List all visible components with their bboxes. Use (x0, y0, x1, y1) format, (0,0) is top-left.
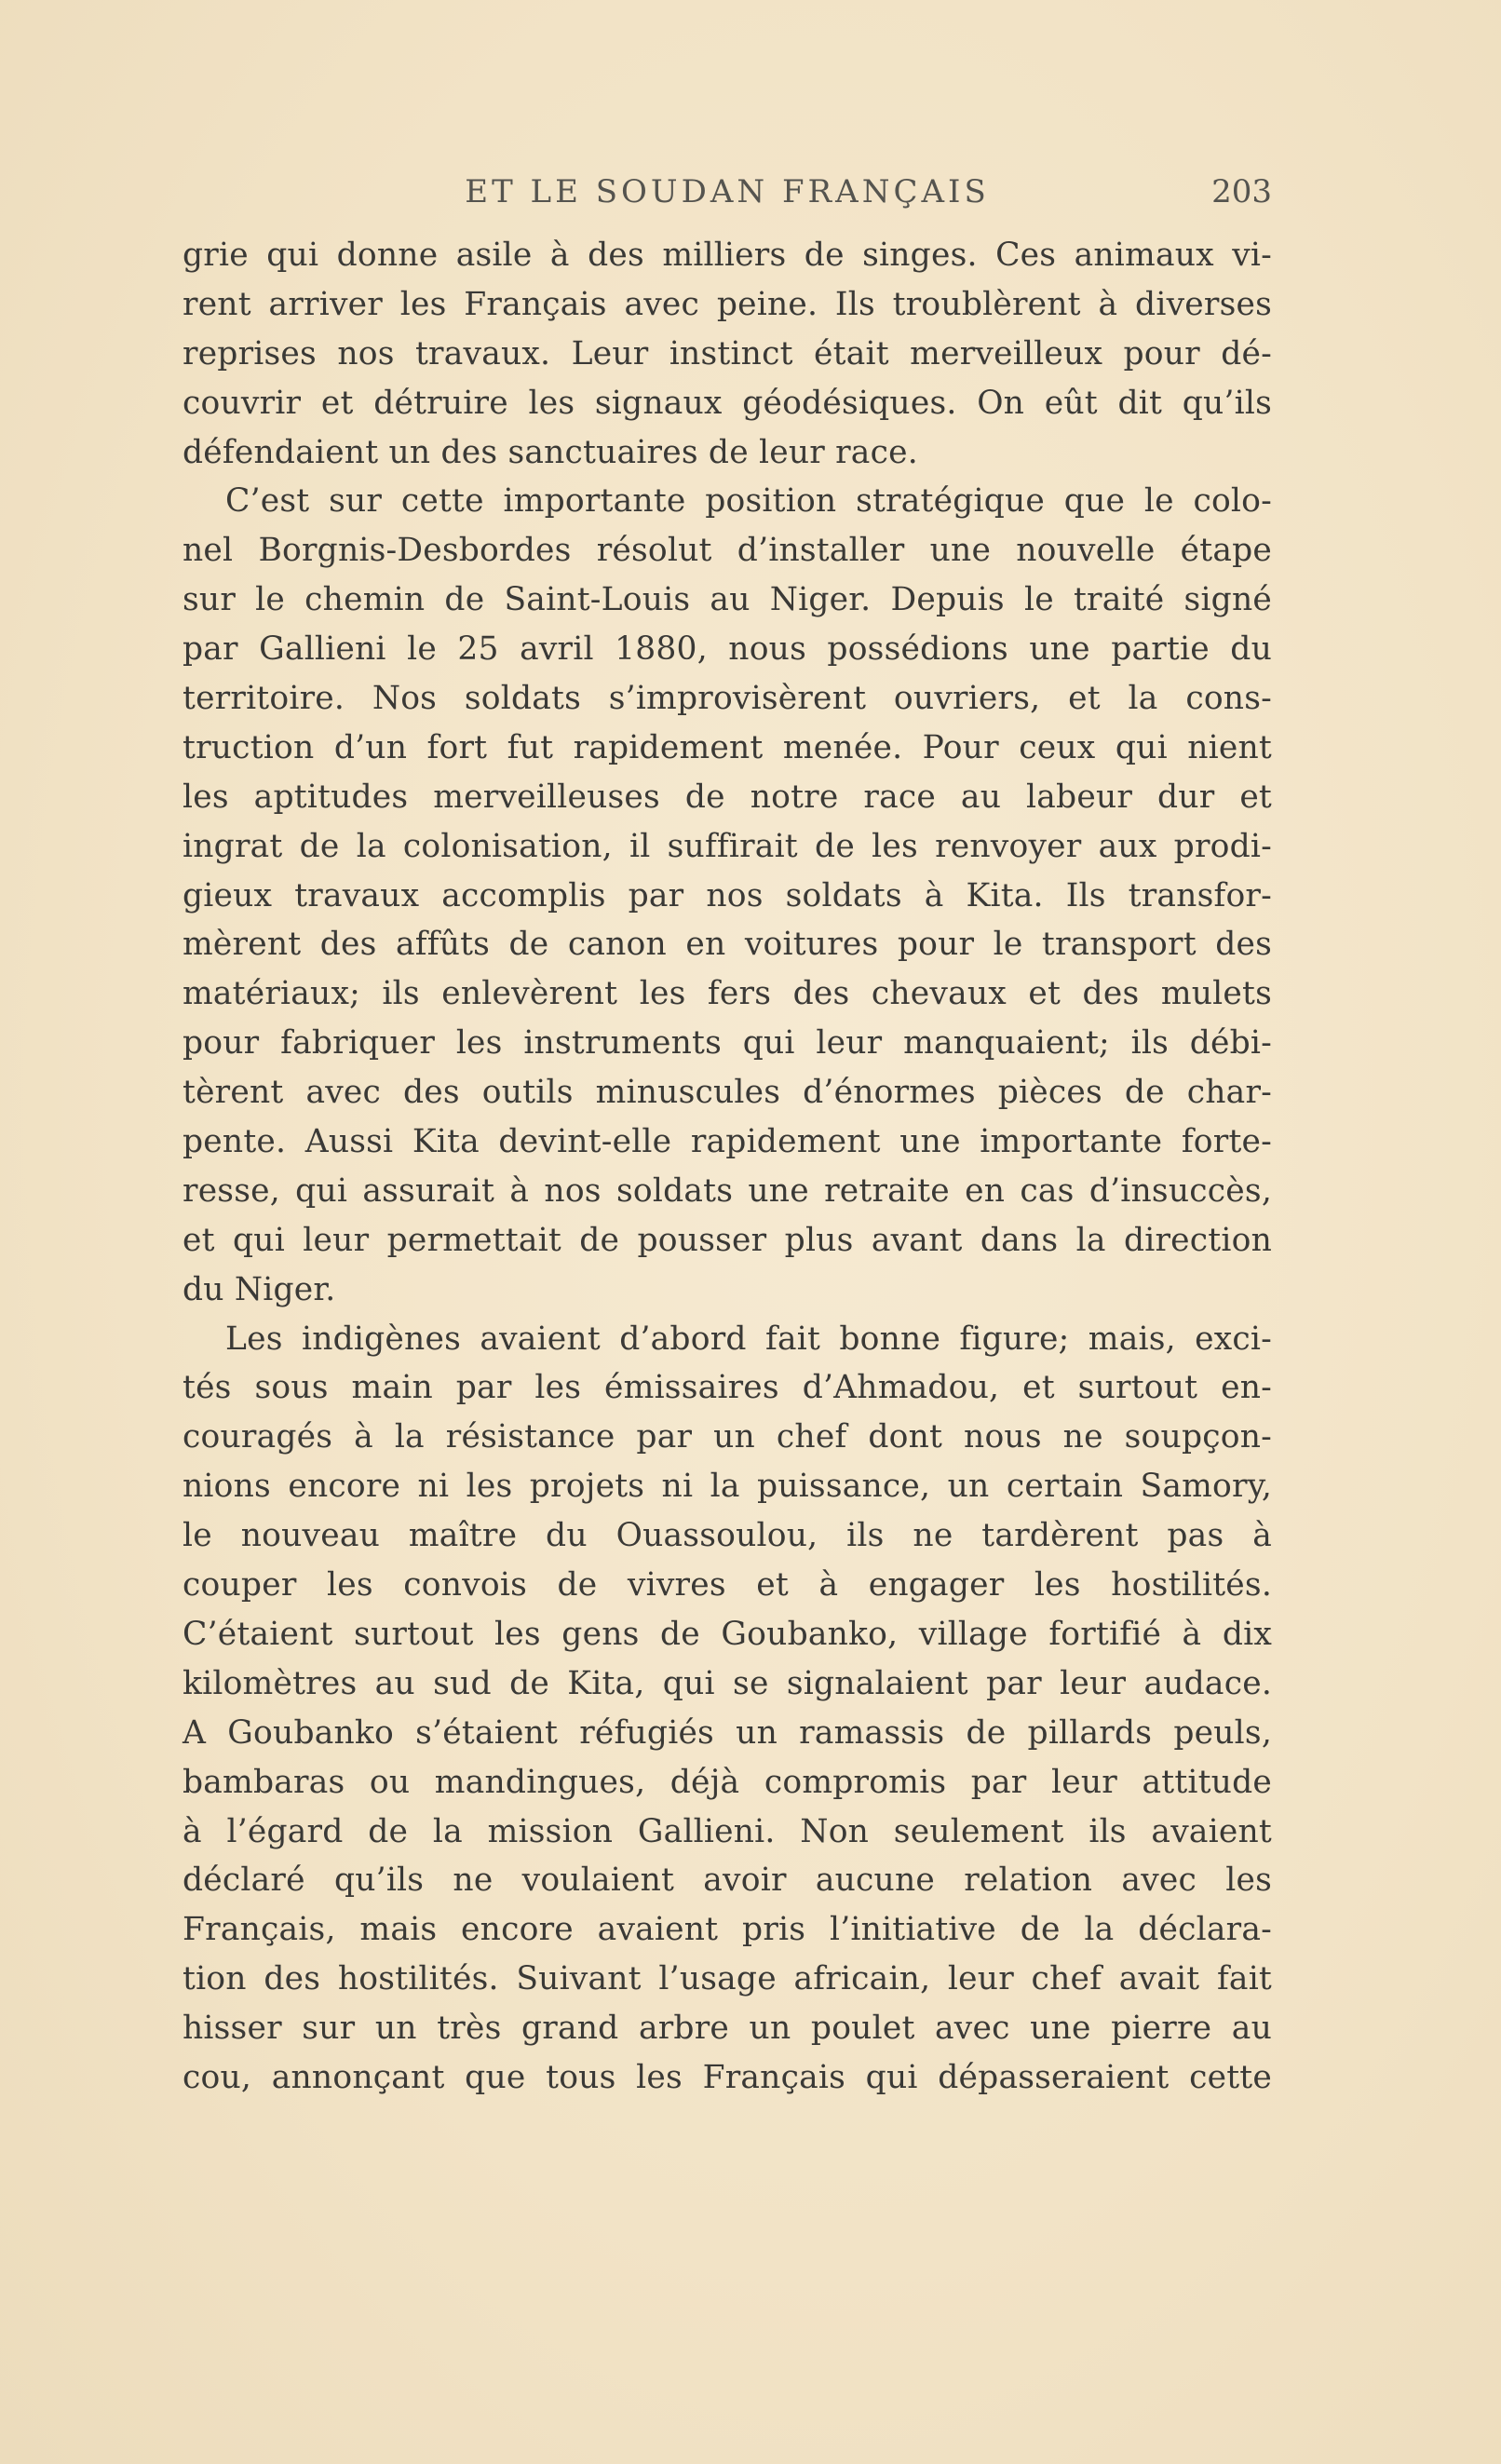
text-line: mèrent des affûts de canon en voitures pour le transport des (183, 926, 1272, 964)
text-line: bambaras ou mandingues, déjà compromis par leur attitude (183, 1763, 1272, 1801)
text-line: Les indigènes avaient d’abord fait bonne figure; mais, exci- (225, 1320, 1272, 1358)
text-line: défendaient un des sanctuaires de leur race. (183, 433, 918, 471)
text-line: du Niger. (183, 1270, 336, 1308)
text-line: C’est sur cette importante position stratégique que le colo- (225, 482, 1272, 521)
text-line: à l’égard de la mission Gallieni. Non seulement ils avaient (183, 1812, 1272, 1850)
text-line: ingrat de la colonisation, il suffirait de les renvoyer aux prodi- (183, 827, 1272, 865)
text-line: kilomètres au sud de Kita, qui se signalaient par leur audace. (183, 1664, 1272, 1702)
text-line: déclaré qu’ils ne voulaient avoir aucune relation avec les (183, 1862, 1272, 1900)
running-title: ET LE SOUDAN FRANÇAIS (465, 173, 990, 210)
text-line: tèrent avec des outils minuscules d’énormes pièces de char- (183, 1074, 1272, 1112)
text-line: pente. Aussi Kita devint-elle rapidement une importante forte- (183, 1123, 1272, 1161)
text-line: C’étaient surtout les gens de Goubanko, village fortifié à dix (183, 1615, 1272, 1653)
text-line: tion des hostilités. Suivant l’usage africain, leur chef avait fait (183, 1960, 1272, 1998)
text-line: le nouveau maître du Ouassoulou, ils ne tardèrent pas à (183, 1517, 1272, 1555)
text-line: reprises nos travaux. Leur instinct était merveilleux pour dé- (183, 334, 1272, 372)
running-head (183, 169, 1272, 214)
text-line: par Gallieni le 25 avril 1880, nous possédions une partie du (183, 630, 1272, 669)
text-line: couragés à la résistance par un chef dont nous ne soupçon- (183, 1418, 1272, 1456)
text-line: territoire. Nos soldats s’improvisèrent ouvriers, et la cons- (183, 680, 1272, 718)
text-line: couvrir et détruire les signaux géodésiques. On eût dit qu’ils (183, 384, 1272, 422)
text-line: nions encore ni les projets ni la puissance, un certain Samory, (183, 1468, 1272, 1506)
text-line: Français, mais encore avaient pris l’initiative de la déclara- (183, 1911, 1272, 1949)
text-line: A Goubanko s’étaient réfugiés un ramassis de pillards peuls, (183, 1713, 1272, 1752)
text-line: matériaux; ils enlevèrent les fers des chevaux et des mulets (183, 975, 1272, 1013)
text-line: truction d’un fort fut rapidement menée. Pour ceux qui nient (183, 728, 1272, 766)
page-number: 203 (1211, 173, 1272, 210)
text-line: les aptitudes merveilleuses de notre race au labeur dur et (183, 778, 1272, 816)
text-line: rent arriver les Français avec peine. Ils troublèrent à diverses (183, 285, 1272, 323)
text-line: resse, qui assurait à nos soldats une retraite en cas d’insuccès, (183, 1171, 1272, 1210)
text-line: et qui leur permettait de pousser plus avant dans la direction (183, 1221, 1272, 1259)
text-line: gieux travaux accomplis par nos soldats à Kita. Ils transfor- (183, 876, 1272, 914)
text-line: grie qui donne asile à des milliers de singes. Ces animaux vi- (183, 237, 1272, 274)
text-line: tés sous main par les émissaires d’Ahmadou, et surtout en- (183, 1369, 1272, 1407)
text-line: hisser sur un très grand arbre un poulet avec une pierre au (183, 2010, 1272, 2048)
body-text (183, 231, 1272, 2103)
text-line: nel Borgnis-Desbordes résolut d’installer une nouvelle étape (183, 532, 1272, 570)
text-line: sur le chemin de Saint-Louis au Niger. Depuis le traité signé (183, 581, 1272, 619)
text-line: pour fabriquer les instruments qui leur manquaient; ils débi- (183, 1024, 1272, 1063)
text-line: cou, annonçant que tous les Français qui dépasseraient cette (183, 2058, 1272, 2096)
text-line: couper les convois de vivres et à engager les hostilités. (183, 1566, 1272, 1604)
